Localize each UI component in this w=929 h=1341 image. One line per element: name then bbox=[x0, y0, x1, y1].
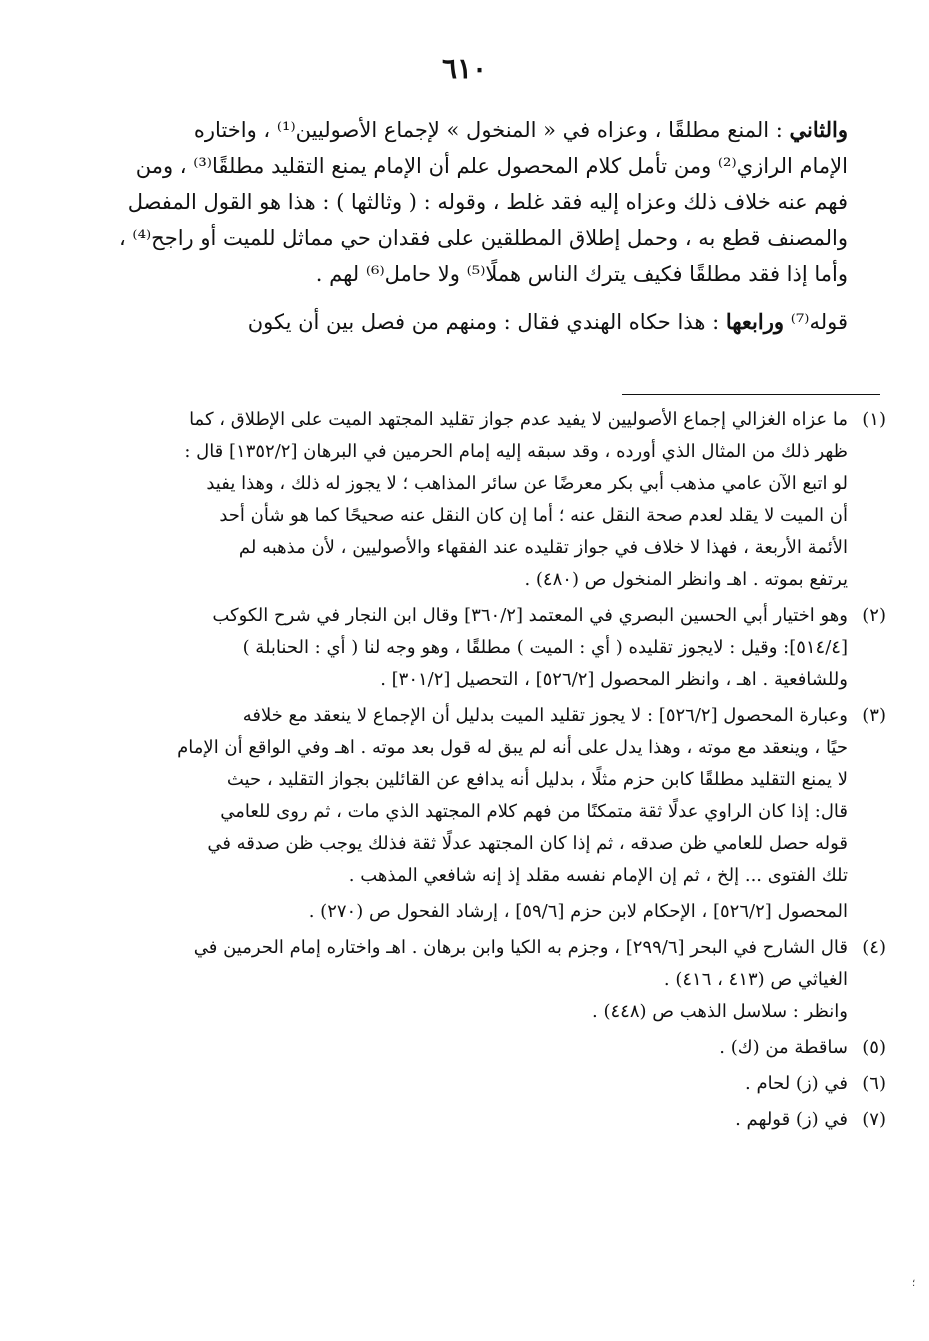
footnote-number: (٣) bbox=[862, 705, 886, 726]
main-text bbox=[118, 112, 848, 340]
footnote-line: حيًا ، وينعقد مع موته ، وهذا يدل على أنه لم يبق له قول بعد موته . اهـ وفي الواقع أن الإمام bbox=[177, 737, 848, 758]
footnote-line: قال الشارح في البحر [٢٩٩/٦] ، وجزم به الكيا وابن برهان . اهـ واختاره إمام الحرمين في bbox=[193, 937, 848, 958]
footnote-7 bbox=[112, 1104, 886, 1136]
footnote-line: وعبارة المحصول [٥٢٦/٢] : لا يجوز تقليد الميت بدليل أن الإجماع لا ينعقد مع خلافه bbox=[242, 705, 848, 726]
footnote-line: الأئمة الأربعة ، فهذا لا خلاف في جواز تقليده عند الفقهاء والأصوليين ، لأن مذهبه لم bbox=[238, 537, 848, 558]
main-text-line: وأما إذا فقد مطلقًا فكيف يترك الناس هملًا⁽⁵⁾ ولا حامل⁽⁶⁾ لهم . bbox=[315, 262, 848, 286]
footnote-line: ما عزاه الغزالي إجماع الأصوليين لا يفيد عدم جواز تقليد المجتهد الميت على الإطلاق ، كما bbox=[189, 409, 848, 430]
footnote-line: تلك الفتوى ... إلخ ، ثم إن الإمام نفسه مقلد إذ إنه شافعي المذهب . bbox=[348, 865, 848, 886]
footnote-line: قال: إذا كان الراوي عدلًا ثقة متمكنًا من فهم كلام المجتهد الذي مات ، ثم روى للعامي bbox=[220, 801, 848, 822]
footnote-line: [٥١٤/٤]: وقيل : لايجوز تقليده ( أي : الميت ) مطلقًا ، وهو وجه لنا ( أي : الحنابلة ) bbox=[242, 637, 848, 658]
footnote-line: وانظر : سلاسل الذهب ص (٤٤٨) . bbox=[592, 1001, 848, 1022]
main-text-bold-lead: والثاني bbox=[789, 117, 848, 142]
footnote-line: لو اتبع الآن عامي مذهب أبي بكر معرضًا عن سائر المذاهب ؛ لا يجوز له ذلك ، وهذا يفيد bbox=[206, 473, 848, 494]
main-text-bold-lead: ورابعها bbox=[725, 309, 785, 334]
main-text-paragraph-2 bbox=[118, 304, 848, 340]
footnote-6 bbox=[112, 1068, 886, 1100]
footnote-4 bbox=[112, 932, 886, 1028]
main-text-line: الإمام الرازي⁽²⁾ ومن تأمل كلام المحصول علم أن الإمام يمنع التقليد مطلقًا⁽³⁾ ، ومن bbox=[135, 154, 848, 178]
main-text-line: فهم عنه خلاف ذلك وعزاه إليه فقد غلط ، وقوله : ( وثالثها ) : هذا هو القول المفصل bbox=[127, 190, 848, 214]
footnote-2 bbox=[112, 600, 886, 696]
footnote-line: ساقطة من (ك) . bbox=[719, 1037, 848, 1058]
footnote-line: يرتفع بموته . اهـ وانظر المنخول ص (٤٨٠) . bbox=[524, 569, 848, 590]
main-text-line bbox=[118, 112, 848, 148]
footnote-line: المحصول [٥٢٦/٢] ، الإحكام لابن حزم [٥٩/٦] ، إرشاد الفحول ص (٢٧٠) . bbox=[308, 901, 848, 922]
footnote-line: الغياثي ص (٤١٣ ، ٤١٦) . bbox=[663, 969, 848, 990]
footnote-line: في (ز) لحام . bbox=[745, 1073, 848, 1094]
footnote-line: قوله حصل للعامي ظن صدقه ، ثم إذا كان المجتهد عدلًا ثقة فذلك يوجب ظن صدقه في bbox=[207, 833, 848, 854]
main-text-line-text: : هذا حكاه الهندي فقال : ومنهم من فصل بين أن يكون bbox=[247, 310, 720, 334]
footnote-5 bbox=[112, 1032, 886, 1064]
footnote-line: ظهر ذلك من المثال الذي أورده ، وقد سبقه إليه إمام الحرمين في البرهان [١٣٥٢/٢] قال : bbox=[184, 441, 848, 462]
footnote-line: وهو اختيار أبي الحسين البصري في المعتمد [٣٦٠/٢] وقال ابن النجار في شرح الكوكب bbox=[212, 605, 848, 626]
footnote-line: لا يمنع التقليد مطلقًا كابن حزم مثلًا ، بدليل أنه يدافع عن القائلين بجواز التقليد ، حيث bbox=[226, 769, 848, 790]
footnotes bbox=[112, 404, 886, 1140]
main-text-line-text: : المنع مطلقًا ، وعزاه في « المنخول » لإجماع الأصوليين⁽¹⁾ ، واختاره bbox=[193, 118, 783, 142]
footnote-line: أن الميت لا يقلد لعدم صحة النقل عنه ؛ أما إن كان النقل عنه صحيحًا كما هو شأن أحد bbox=[219, 505, 848, 526]
footnote-number: (٢) bbox=[862, 605, 886, 626]
footnote-line: في (ز) قولهم . bbox=[735, 1109, 848, 1130]
footnote-number: (٧) bbox=[862, 1109, 886, 1130]
footnote-number: (٦) bbox=[862, 1073, 886, 1094]
footnote-3 bbox=[112, 700, 886, 928]
main-text-lead: قوله⁽⁷⁾ bbox=[790, 310, 848, 334]
footnote-separator bbox=[622, 394, 880, 395]
footnote-number: (٥) bbox=[862, 1037, 886, 1058]
footnote-line: وللشافعية . اهـ ، وانظر المحصول [٥٢٦/٢] ، التحصيل [٣٠١/٢] . bbox=[380, 669, 848, 690]
main-text-line: والمصنف قطع به ، وحمل إطلاق المطلقين على فقدان حي مماثل للميت أو راجح⁽⁴⁾ ، bbox=[118, 226, 848, 250]
page-number: ٦١٠ bbox=[441, 52, 488, 85]
footnote-number: (١) bbox=[862, 409, 886, 430]
stray-print-mark: ؛ bbox=[912, 1278, 916, 1289]
footnote-1 bbox=[112, 404, 886, 596]
footnote-number: (٤) bbox=[862, 937, 886, 958]
